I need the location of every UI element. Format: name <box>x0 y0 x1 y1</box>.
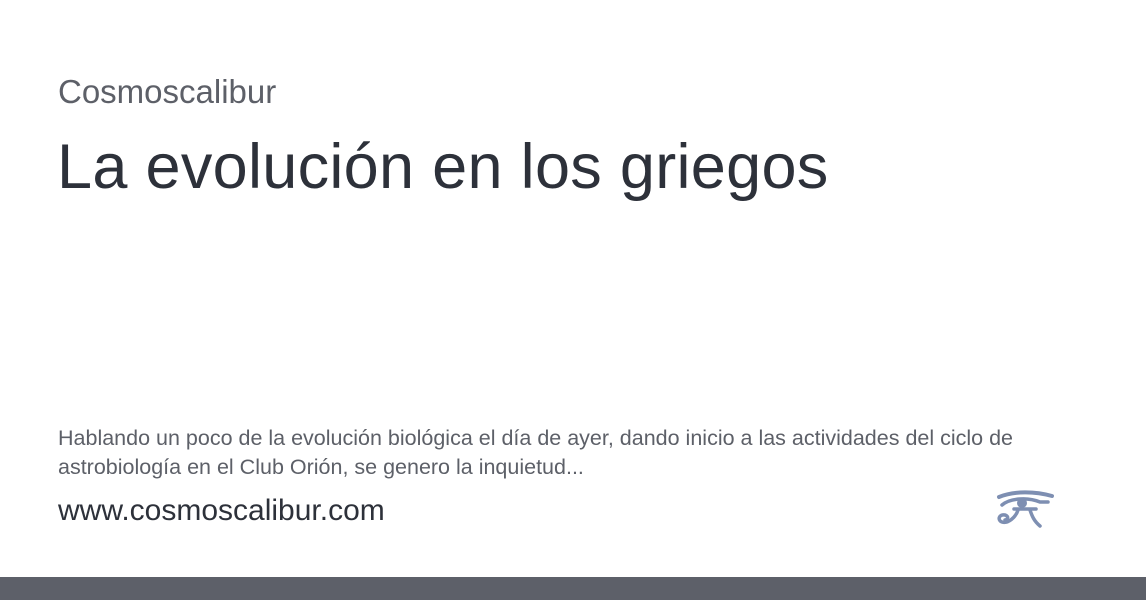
eye-of-horus-icon <box>996 490 1054 530</box>
site-name: Cosmoscalibur <box>58 73 277 110</box>
page-title: La evolución en los griegos <box>57 132 829 202</box>
site-domain: www.cosmoscalibur.com <box>58 494 385 527</box>
page-description: Hablando un poco de la evolución biológica el día de ayer, dando inicio a las actividades del ciclo de astrobiología en el Club Orión, se genero la inquietud... <box>58 426 1014 479</box>
footer-bar <box>0 577 1146 600</box>
